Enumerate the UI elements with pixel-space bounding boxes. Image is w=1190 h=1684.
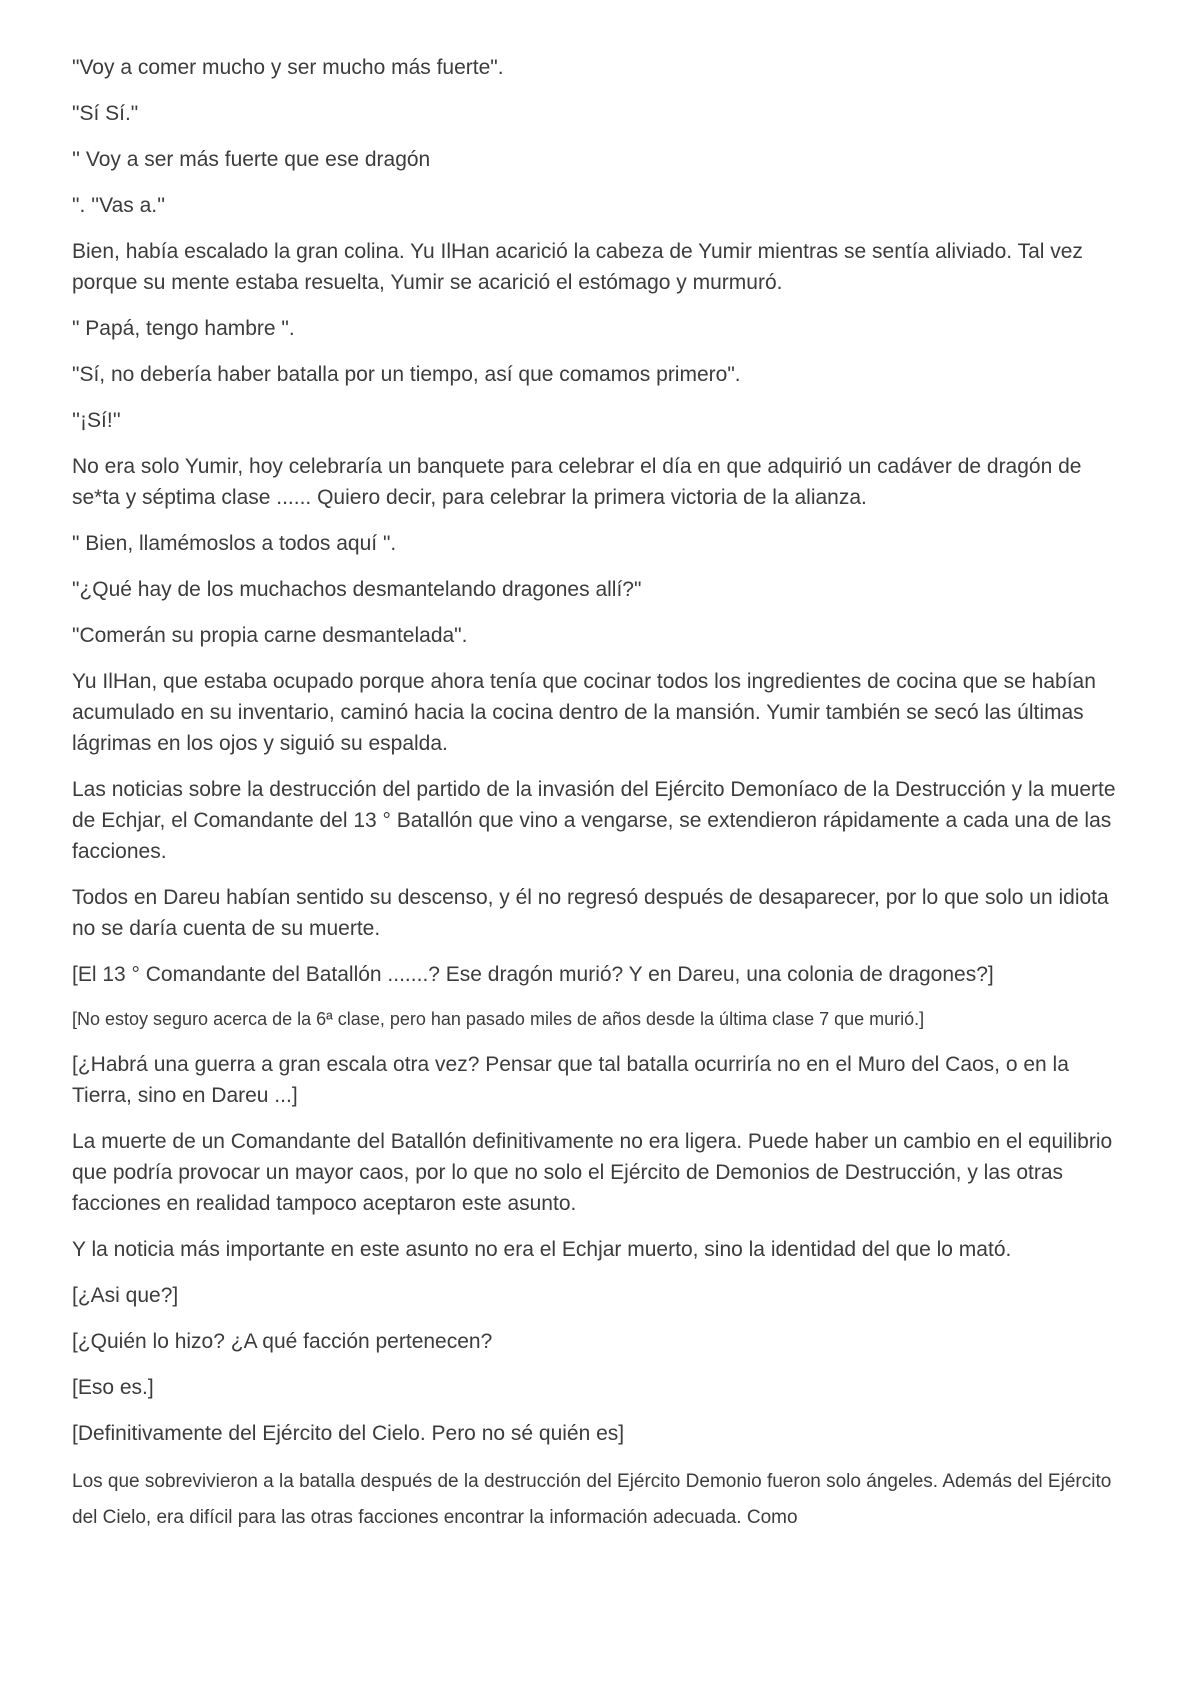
paragraph: "¿Qué hay de los muchachos desmantelando dragones allí?" xyxy=(72,578,642,601)
paragraph: "Sí, no debería haber batalla por un tiempo, así que comamos primero". xyxy=(72,363,741,386)
paragraph: [Eso es.] xyxy=(72,1376,154,1399)
paragraph: Todos en Dareu habían sentido su descenso, y él no regresó después de desaparecer, por lo que solo un idiota no se daría cuenta de su muerte. xyxy=(72,886,1115,940)
paragraph: " Papá, tengo hambre ". xyxy=(72,317,295,340)
paragraph: No era solo Yumir, hoy celebraría un banquete para celebrar el día en que adquirió un cadáver de dragón de se*ta y séptima clase ...... Quiero decir, para celebrar la primera victoria de la alianza. xyxy=(72,455,1088,509)
paragraph: Y la noticia más importante en este asunto no era el Echjar muerto, sino la identidad del que lo mató. xyxy=(72,1238,1012,1261)
paragraph: ''¡Sí!'' xyxy=(72,409,121,432)
paragraph: "Sí Sí." xyxy=(72,102,139,125)
paragraph: "Voy a comer mucho y ser mucho más fuerte". xyxy=(72,56,504,79)
paragraph: Los que sobrevivieron a la batalla después de la destrucción del Ejército Demonio fueron solo ángeles. Además del Ejército del Cielo, era difícil para las otras facciones encontrar la información adecuada. Como xyxy=(72,1471,1117,1528)
paragraph: "Comerán su propia carne desmantelada". xyxy=(72,624,468,647)
paragraph: '' Voy a ser más fuerte que ese dragón xyxy=(72,148,431,171)
paragraph: Las noticias sobre la destrucción del partido de la invasión del Ejército Demoníaco de la Destrucción y la muerte de Echjar, el Comandante del 13 ° Batallón que vino a vengarse, se extendieron rápidamente a cada una de las facciones. xyxy=(72,778,1122,863)
paragraph: ". ''Vas a.'' xyxy=(72,194,166,217)
paragraph: [Definitivamente del Ejército del Cielo. Pero no sé quién es] xyxy=(72,1422,625,1445)
paragraph: Bien, había escalado la gran colina. Yu IlHan acarició la cabeza de Yumir mientras se sentía aliviado. Tal vez porque su mente estaba resuelta, Yumir se acarició el estómago y murmuró. xyxy=(72,240,1089,294)
paragraph: [¿Quién lo hizo? ¿A qué facción pertenecen? xyxy=(72,1330,493,1353)
paragraph: [El 13 ° Comandante del Batallón .......? Ese dragón murió? Y en Dareu, una colonia de dragones?] xyxy=(72,963,994,986)
paragraph: [¿Asi que?] xyxy=(72,1284,179,1307)
paragraph: La muerte de un Comandante del Batallón definitivamente no era ligera. Puede haber un cambio en el equilibrio que podría provocar un mayor caos, por lo que no solo el Ejército de Demonios de Destrucción, y las otras facciones en realidad tampoco aceptaron este asunto. xyxy=(72,1130,1119,1215)
paragraph: [No estoy seguro acerca de la 6ª clase, pero han pasado miles de años desde la última clase 7 que murió.] xyxy=(72,1009,925,1029)
paragraph: [¿Habrá una guerra a gran escala otra vez? Pensar que tal batalla ocurriría no en el Muro del Caos, o en la Tierra, sino en Dareu ...] xyxy=(72,1053,1075,1107)
document-page xyxy=(72,52,1122,1536)
paragraph: " Bien, llamémoslos a todos aquí ". xyxy=(72,532,397,555)
paragraph: Yu IlHan, que estaba ocupado porque ahora tenía que cocinar todos los ingredientes de cocina que se habían acumulado en su inventario, caminó hacia la cocina dentro de la mansión. Yumir también se secó las últimas lágrimas en los ojos y siguió su espalda. xyxy=(72,670,1102,755)
